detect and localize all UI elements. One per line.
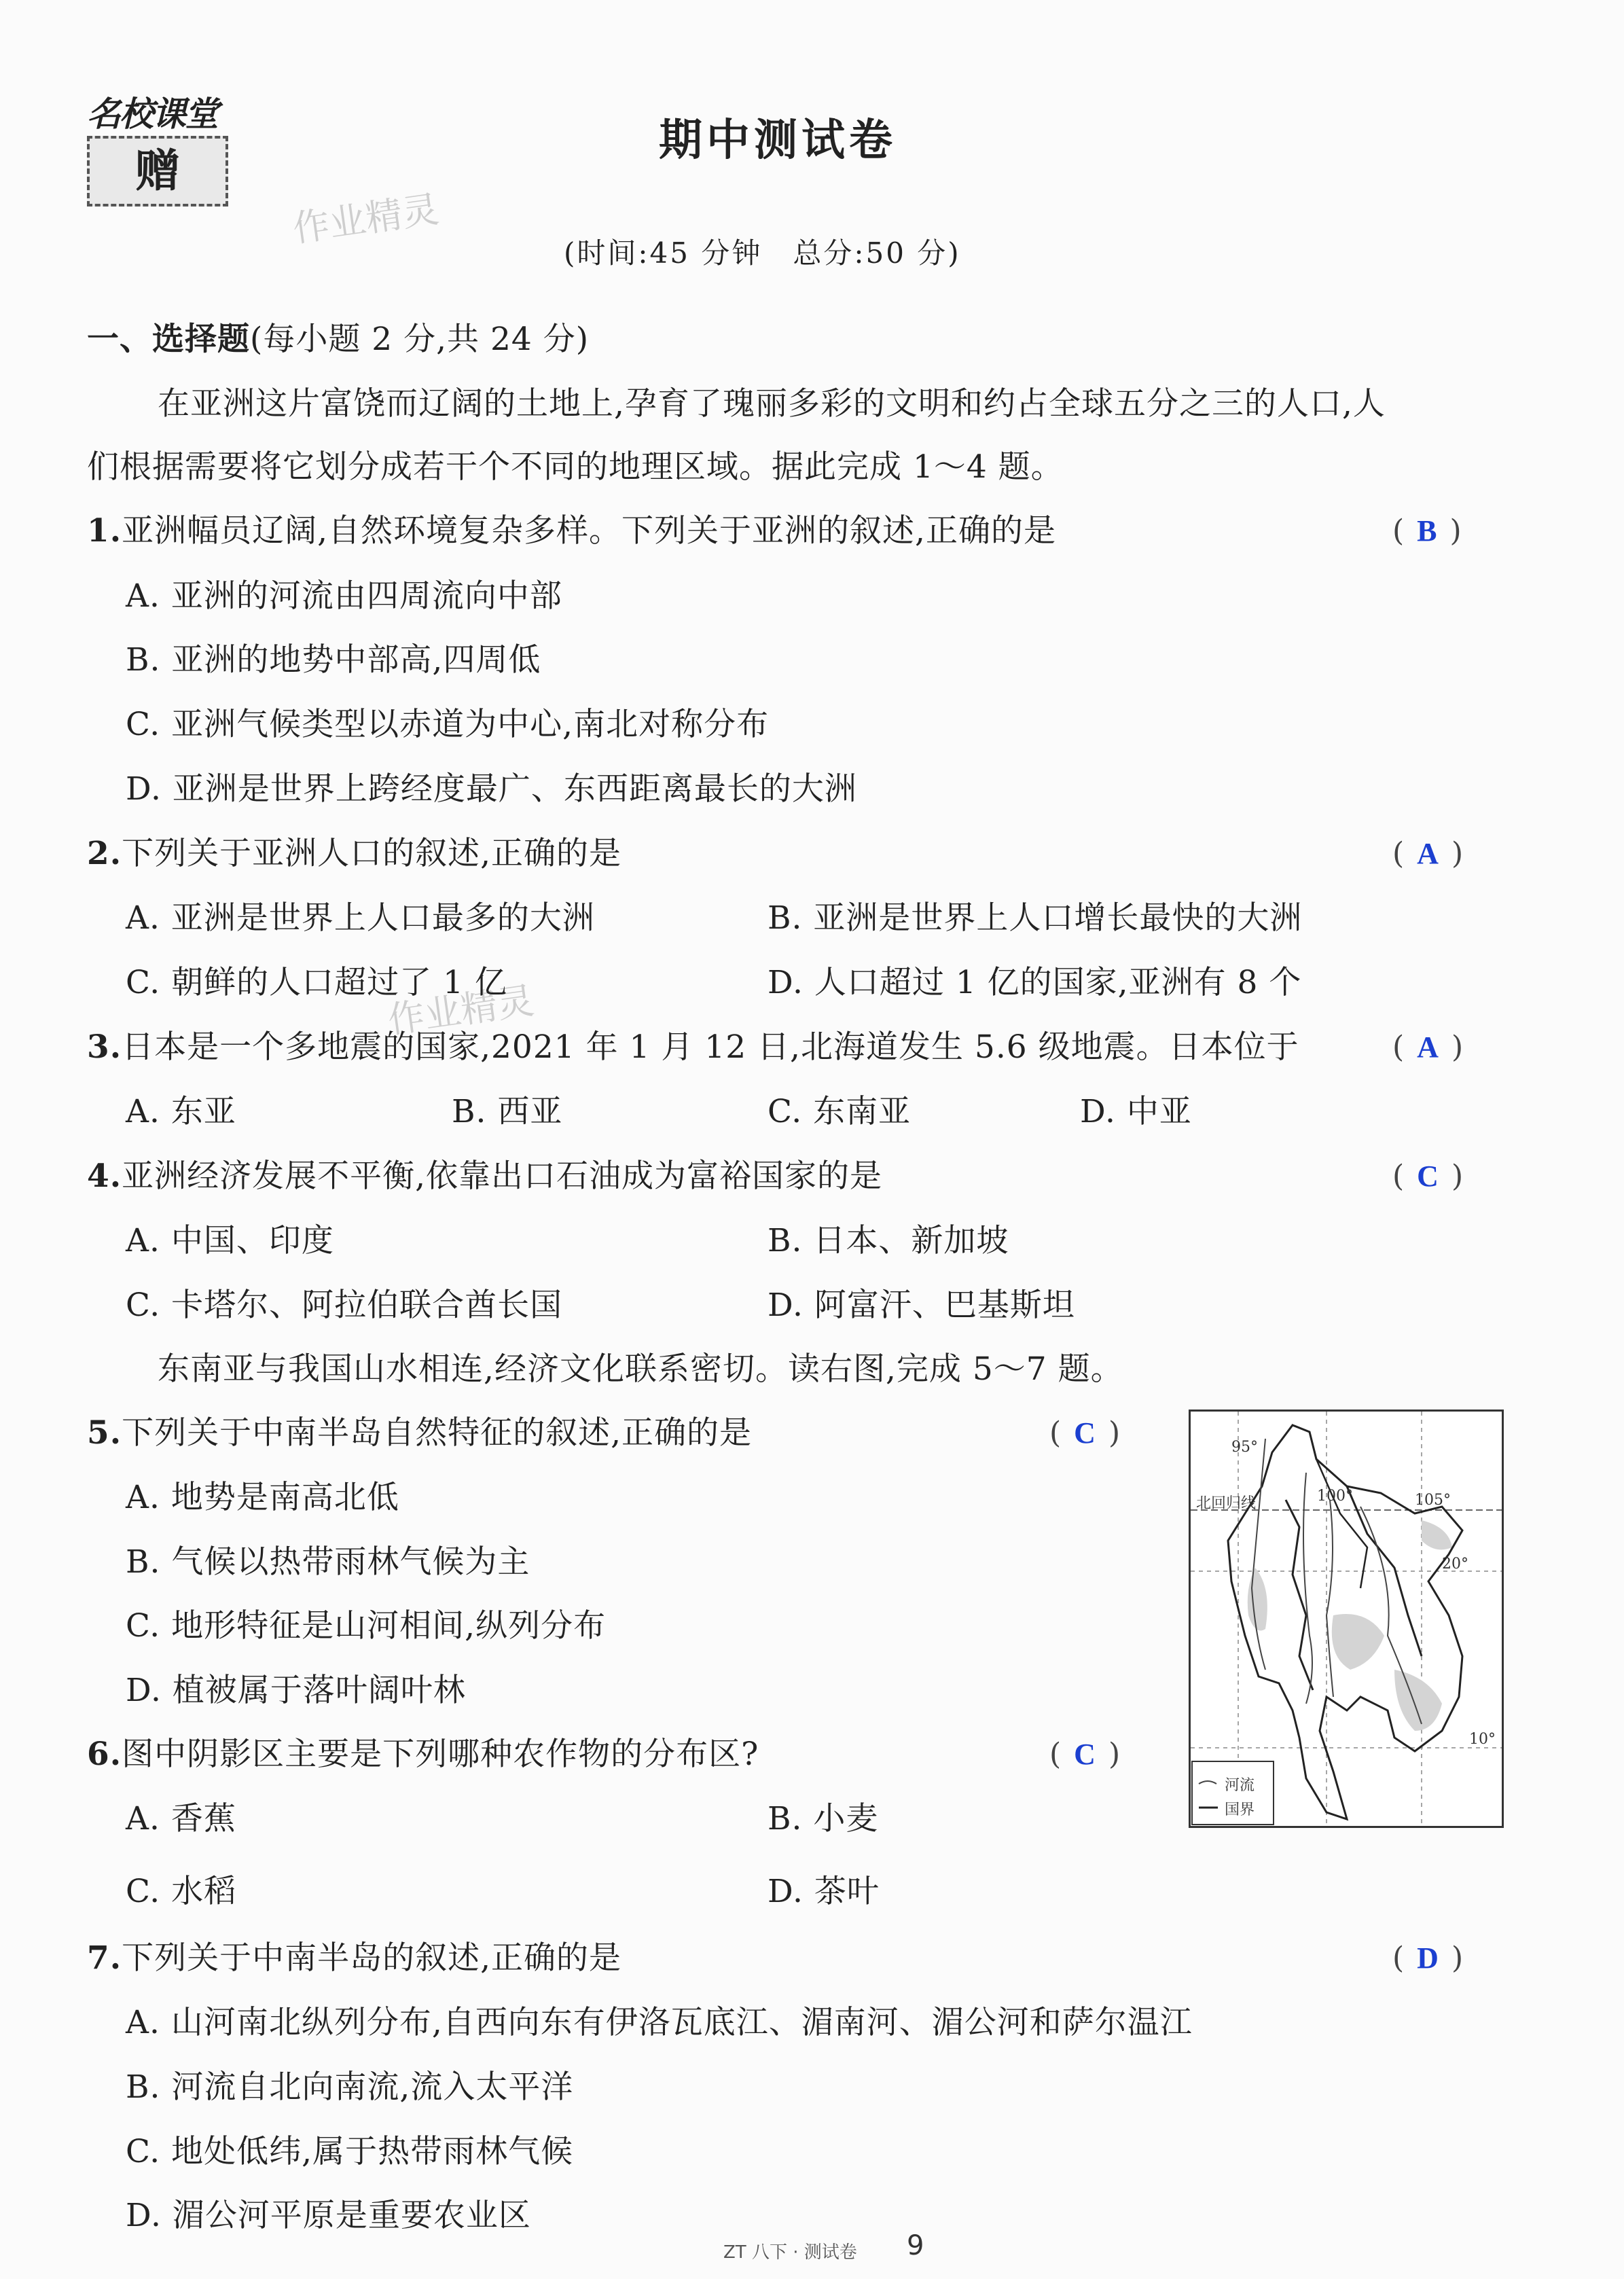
question-number: 4. xyxy=(87,1158,122,1195)
latitude-label: 20° xyxy=(1442,1556,1468,1573)
exam-meta: (时间:45 分钟 总分:50 分) xyxy=(564,236,961,270)
option: B. 日本、新加坡 xyxy=(768,1222,1009,1259)
question-stem xyxy=(87,1413,752,1454)
indochina-map xyxy=(1189,1410,1504,1828)
answer-bracket: ( C ) xyxy=(1392,1159,1464,1194)
answer-value: C xyxy=(1074,1738,1096,1771)
answer-bracket: ( D ) xyxy=(1392,1941,1464,1975)
question-number: 1. xyxy=(87,512,122,550)
option: B. 亚洲是世界上人口增长最快的大洲 xyxy=(768,899,1303,937)
question-stem xyxy=(87,833,621,874)
option: D. 茶叶 xyxy=(768,1873,880,1910)
watermark: 作业精灵 xyxy=(385,979,537,1042)
latitude-label: 10° xyxy=(1469,1731,1496,1748)
longitude-label: 100° xyxy=(1317,1488,1353,1505)
option: C. 地形特征是山河相间,纵列分布 xyxy=(126,1607,607,1645)
section-header xyxy=(87,319,589,360)
answer-bracket: ( C ) xyxy=(1049,1416,1121,1450)
option: D. 湄公河平原是重要农业区 xyxy=(126,2197,531,2234)
answer-bracket: ( B ) xyxy=(1392,514,1462,548)
intro-paragraph: 们根据需要将它划分成若干个不同的地理区域。据此完成 1～4 题。 xyxy=(87,448,1064,486)
option: C. 卡塔尔、阿拉伯联合酋长国 xyxy=(126,1287,563,1324)
map-graphic xyxy=(1191,1412,1502,1826)
question-number: 6. xyxy=(87,1736,122,1773)
option: A. 亚洲是世界上人口最多的大洲 xyxy=(126,899,595,937)
answer-value: A xyxy=(1417,837,1439,870)
option: C. 东南亚 xyxy=(768,1093,912,1130)
question-text: 图中阴影区主要是下列哪种农作物的分布区? xyxy=(122,1736,759,1773)
tropic-label: 北回归线 xyxy=(1196,1495,1257,1512)
option: C. 地处低纬,属于热带雨林气候 xyxy=(126,2133,574,2170)
option: D. 中亚 xyxy=(1080,1093,1192,1130)
answer-bracket: ( C ) xyxy=(1049,1737,1121,1772)
footer-label: ZT 八下 · 测试卷 xyxy=(723,2242,857,2263)
intro-paragraph: 在亚洲这片富饶而辽阔的土地上,孕育了瑰丽多彩的文明和约占全球五分之三的人口,人 xyxy=(158,385,1386,423)
option: A. 地势是南高北低 xyxy=(126,1479,399,1516)
question-stem xyxy=(87,1938,621,1979)
answer-value: B xyxy=(1417,514,1438,548)
section-note: (每小题 2 分,共 24 分) xyxy=(250,321,590,358)
answer-value: A xyxy=(1417,1030,1439,1064)
option: D. 植被属于落叶阔叶林 xyxy=(126,1672,466,1709)
answer-value: C xyxy=(1074,1416,1096,1450)
option: B. 西亚 xyxy=(452,1093,563,1130)
option: D. 人口超过 1 亿的国家,亚洲有 8 个 xyxy=(768,964,1302,1001)
question-stem xyxy=(87,511,1056,552)
section-label: 一、选择题 xyxy=(87,321,250,358)
option: A. 中国、印度 xyxy=(126,1222,334,1259)
option: B. 小麦 xyxy=(768,1800,879,1837)
question-stem xyxy=(87,1156,882,1197)
question-text: 亚洲经济发展不平衡,依靠出口石油成为富裕国家的是 xyxy=(122,1158,883,1195)
longitude-label: 95° xyxy=(1231,1439,1258,1456)
option: B. 河流自北向南流,流入太平洋 xyxy=(126,2068,574,2106)
question-text: 下列关于中南半岛自然特征的叙述,正确的是 xyxy=(122,1414,753,1452)
question-text: 亚洲幅员辽阔,自然环境复杂多样。下列关于亚洲的叙述,正确的是 xyxy=(122,512,1056,550)
question-number: 5. xyxy=(87,1414,122,1452)
publisher-logo-text: 名校课堂 xyxy=(87,94,217,134)
option: A. 东亚 xyxy=(126,1093,236,1130)
question-number: 2. xyxy=(87,835,122,872)
answer-value: C xyxy=(1417,1160,1439,1193)
option: A. 山河南北纵列分布,自西向东有伊洛瓦底江、湄南河、湄公河和萨尔温江 xyxy=(126,2004,1193,2041)
option: A. 亚洲的河流由四周流向中部 xyxy=(126,577,562,615)
page-number: 9 xyxy=(907,2230,924,2261)
question-stem xyxy=(87,1027,1299,1068)
question-text: 下列关于亚洲人口的叙述,正确的是 xyxy=(122,835,622,872)
gift-stamp: 赠 xyxy=(87,136,228,207)
option: D. 亚洲是世界上跨经度最广、东西距离最长的大洲 xyxy=(126,770,857,808)
option: B. 亚洲的地势中部高,四周低 xyxy=(126,641,541,679)
question-text: 下列关于中南半岛的叙述,正确的是 xyxy=(122,1939,622,1977)
answer-bracket: ( A ) xyxy=(1392,1030,1464,1064)
legend-river-label: 河流 xyxy=(1225,1777,1255,1794)
question-text: 日本是一个多地震的国家,2021 年 1 月 12 日,北海道发生 5.6 级地震。日本位于 xyxy=(122,1028,1299,1066)
page-title: 期中测试卷 xyxy=(659,115,897,166)
watermark: 作业精灵 xyxy=(290,187,441,251)
option: C. 朝鲜的人口超过了 1 亿 xyxy=(126,964,507,1001)
answer-bracket: ( A ) xyxy=(1392,836,1464,871)
option: B. 气候以热带雨林气候为主 xyxy=(126,1543,530,1581)
question-number: 7. xyxy=(87,1939,122,1977)
intro-paragraph: 东南亚与我国山水相连,经济文化联系密切。读右图,完成 5～7 题。 xyxy=(158,1350,1123,1388)
option: C. 亚洲气候类型以赤道为中心,南北对称分布 xyxy=(126,706,770,743)
question-number: 3. xyxy=(87,1028,122,1066)
option: C. 水稻 xyxy=(126,1873,237,1910)
option: D. 阿富汗、巴基斯坦 xyxy=(768,1287,1075,1324)
longitude-label: 105° xyxy=(1415,1492,1451,1509)
option: A. 香蕉 xyxy=(126,1800,236,1837)
legend-border-label: 国界 xyxy=(1225,1801,1255,1818)
question-stem xyxy=(87,1734,759,1775)
answer-value: D xyxy=(1417,1941,1439,1975)
